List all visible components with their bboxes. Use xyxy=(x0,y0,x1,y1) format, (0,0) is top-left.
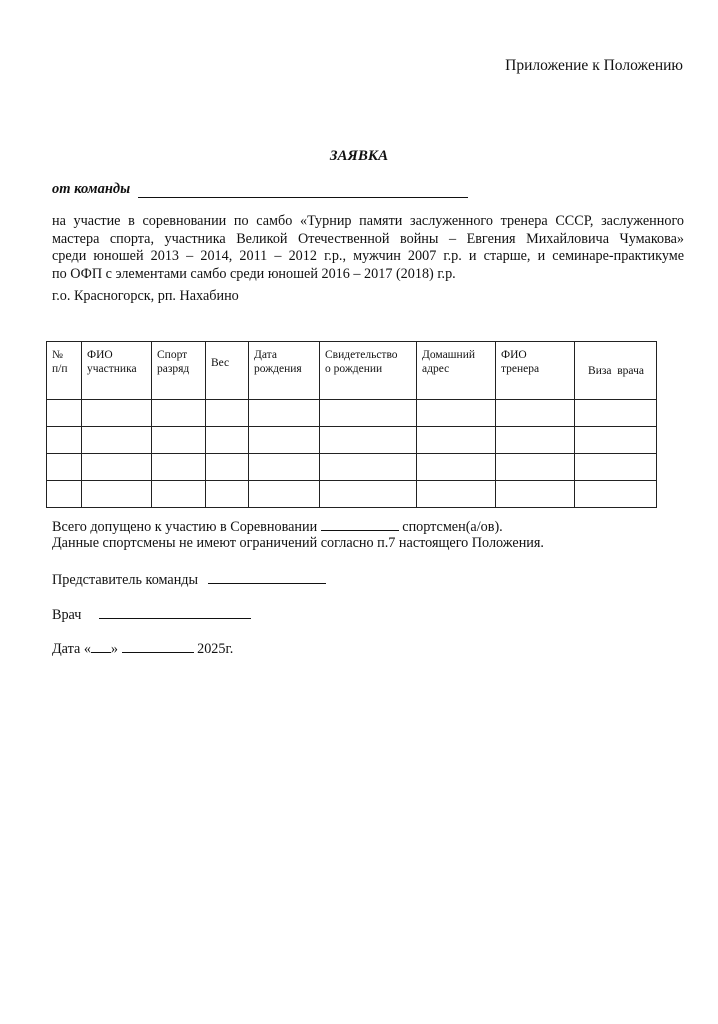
restrictions-line: Данные спортсмены не имеют ограничений согласно п.7 настоящего Положения. xyxy=(52,535,544,551)
date-month-blank[interactable] xyxy=(122,638,194,653)
table-cell[interactable] xyxy=(496,400,575,427)
description-line: среди юношей 2013 – 2014, 2011 – 2012 г.р., мужчин 2007 г.р. и старше, и семинаре-практикуме xyxy=(52,248,684,264)
admitted-prefix: Всего допущено к участию в Соревновании xyxy=(52,519,318,535)
table-cell[interactable] xyxy=(249,427,320,454)
table-cell[interactable] xyxy=(320,400,417,427)
table-cell[interactable] xyxy=(320,481,417,508)
table-cell[interactable] xyxy=(496,427,575,454)
table-cell[interactable] xyxy=(417,427,496,454)
participants-table xyxy=(46,341,657,508)
table-cell[interactable] xyxy=(206,481,249,508)
description-line: мастера спорта, участника Великой Отечественной войны – Евгения Михайловича Чумакова» xyxy=(52,230,684,247)
team-name-blank[interactable] xyxy=(138,183,468,198)
col-header-birth-certificate: Свидетельство о рождении xyxy=(320,342,417,400)
col-header-doctor-visa: Виза врача xyxy=(575,342,657,400)
representative-signature-blank[interactable] xyxy=(208,569,326,584)
col-header-participant: ФИО участника xyxy=(82,342,152,400)
table-row xyxy=(47,481,657,508)
table-cell[interactable] xyxy=(47,454,82,481)
representative-line xyxy=(52,569,326,589)
col-header-rank: Спорт разряд xyxy=(152,342,206,400)
table-cell[interactable] xyxy=(47,481,82,508)
representative-label: Представитель команды xyxy=(52,572,199,588)
table-cell[interactable] xyxy=(249,481,320,508)
col-header-address: Домашний адрес xyxy=(417,342,496,400)
date-mid: » xyxy=(110,641,119,657)
col-header-coach: ФИО тренера xyxy=(496,342,575,400)
team-label: от команды xyxy=(52,181,131,197)
table-cell[interactable] xyxy=(320,454,417,481)
col-header-number: № п/п xyxy=(47,342,82,400)
table-cell[interactable] xyxy=(206,427,249,454)
admitted-line xyxy=(52,516,503,536)
table-row xyxy=(47,427,657,454)
date-prefix: Дата « xyxy=(52,641,91,657)
table-cell[interactable] xyxy=(47,400,82,427)
table-row xyxy=(47,400,657,427)
table-header-row xyxy=(47,342,657,400)
table-cell[interactable] xyxy=(152,481,206,508)
table-cell[interactable] xyxy=(417,454,496,481)
date-year: 2025г. xyxy=(197,641,234,657)
table-cell[interactable] xyxy=(575,400,657,427)
document-title: ЗАЯВКА xyxy=(329,148,389,164)
table-cell[interactable] xyxy=(206,400,249,427)
appendix-label: Приложение к Положению xyxy=(505,57,683,74)
competition-description xyxy=(52,213,684,283)
table-cell[interactable] xyxy=(152,427,206,454)
table-cell[interactable] xyxy=(417,400,496,427)
table-cell[interactable] xyxy=(249,400,320,427)
doctor-line xyxy=(52,604,251,624)
table-cell[interactable] xyxy=(575,427,657,454)
doctor-signature-blank[interactable] xyxy=(99,604,251,619)
venue: г.о. Красногорск, рп. Нахабино xyxy=(52,288,239,304)
table-cell[interactable] xyxy=(152,400,206,427)
table-cell[interactable] xyxy=(575,454,657,481)
team-line xyxy=(52,181,468,198)
admitted-count-blank[interactable] xyxy=(321,516,399,531)
admitted-suffix: спортсмен(а/ов). xyxy=(402,519,503,535)
table-cell[interactable] xyxy=(206,454,249,481)
table-cell[interactable] xyxy=(417,481,496,508)
date-line xyxy=(52,638,233,658)
table-cell[interactable] xyxy=(496,454,575,481)
table-cell[interactable] xyxy=(82,400,152,427)
table-cell[interactable] xyxy=(320,427,417,454)
date-day-blank[interactable] xyxy=(91,638,111,653)
col-header-birthdate: Дата рождения xyxy=(249,342,320,400)
doctor-label: Врач xyxy=(52,607,82,623)
table-cell[interactable] xyxy=(82,454,152,481)
table-cell[interactable] xyxy=(47,427,82,454)
table-cell[interactable] xyxy=(575,481,657,508)
description-line: на участие в соревновании по самбо «Турнир памяти заслуженного тренера СССР, заслуженного xyxy=(52,213,684,229)
table-row xyxy=(47,454,657,481)
table-cell[interactable] xyxy=(82,427,152,454)
table-cell[interactable] xyxy=(496,481,575,508)
description-line: по ОФП с элементами самбо среди юношей 2016 – 2017 (2018) г.р. xyxy=(52,265,456,282)
table-cell[interactable] xyxy=(249,454,320,481)
table-cell[interactable] xyxy=(82,481,152,508)
table-cell[interactable] xyxy=(152,454,206,481)
col-header-weight: Вес xyxy=(206,342,249,400)
